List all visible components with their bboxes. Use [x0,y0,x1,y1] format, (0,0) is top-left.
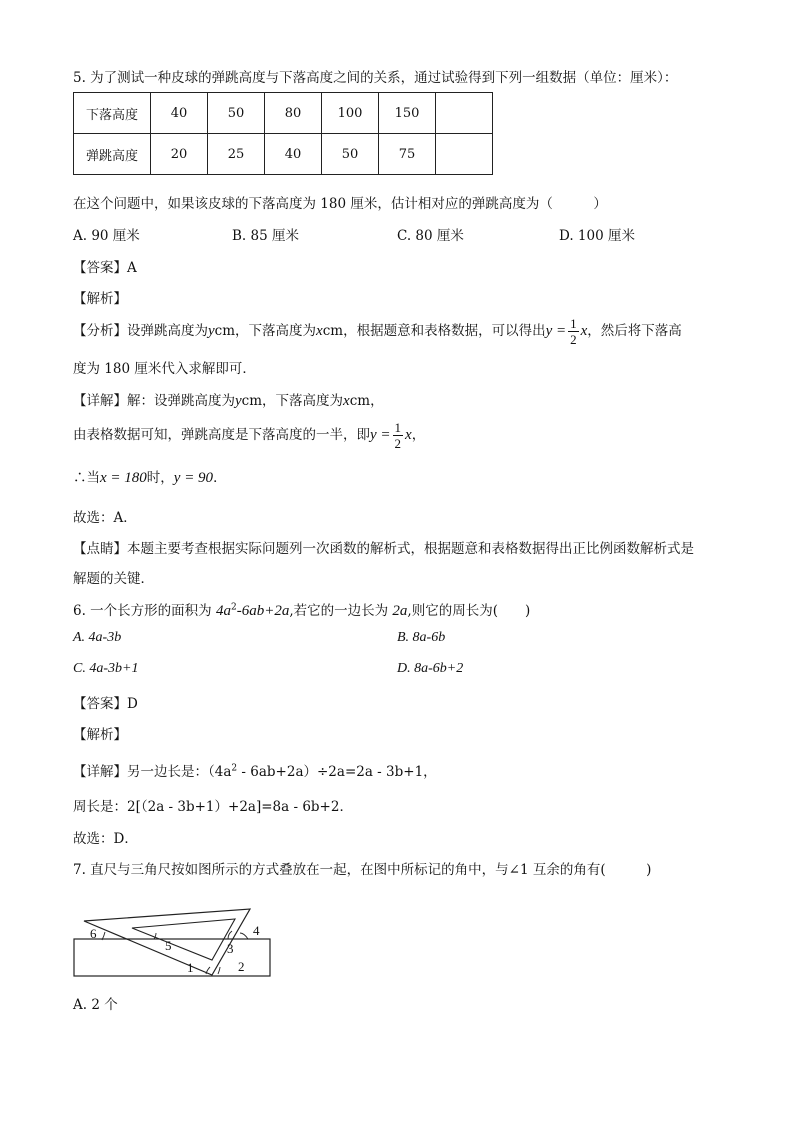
text: ，根据题意和表格数据，可以得出 [343,323,546,339]
text: 6. 一个长方形的面积为 [73,603,216,619]
table-cell: 25 [208,134,265,175]
table-cell [436,134,493,175]
text: ， [370,393,384,409]
text: ,若它的一边长为 [289,603,393,619]
var-x: x [316,323,323,339]
text: 另一边长是：（4a [127,764,232,780]
q7-stem: 7. 直尺与三角尺按如图所示的方式叠放在一起，在图中所标记的角中，与∠1 互余的角有( ) [73,862,652,878]
q7-option-a: A. 2 个 [73,997,118,1013]
q5-review-line1 [73,537,694,557]
unit: cm [349,393,371,409]
q6-analysis-tag [73,723,127,743]
text: 解：设弹跳高度为 [127,393,235,409]
angle-label-5: 5 [165,938,172,953]
var-y: y [208,323,215,339]
text: ， [411,427,426,443]
q5-detail-line2 [73,420,425,451]
unit: cm [241,393,263,409]
q5-review-line2: 解题的关键． [73,571,154,587]
q6-conclusion: 故选：D． [73,831,138,847]
fraction-one-half [393,420,404,451]
answer-tag: 【答案】 [73,260,127,276]
therefore-text: ∴当 [73,470,100,486]
q6-option-c: C. 4a-3b+1 [73,661,139,676]
unit: cm [322,323,344,339]
text: ，下落高度为 [262,393,344,409]
q5-option-a: A. 90 厘米 [73,228,140,244]
equation: y = 90 [173,470,214,486]
q5-option-b: B. 85 厘米 [232,228,299,244]
expression: -6ab+2a [236,603,290,619]
q5-detail-line1 [73,389,384,410]
angle-label-3: 3 [227,941,234,956]
q6-detail-line2: 周长是：2[（2a - 3b+1）+2a]=8a - 6b+2． [73,799,353,815]
angle-label-2: 2 [238,959,245,974]
table-row [74,134,493,175]
fraction-numerator: 1 [394,420,402,435]
q6-option-b: B. 8a-6b [397,630,446,645]
angle-arc [228,931,232,939]
table-cell [436,93,493,134]
q6-option-a: A. 4a-3b [73,630,122,645]
expression: 4a [215,603,231,619]
angle-label-6: 6 [90,926,97,941]
answer-tag: 【答案】 [73,696,127,712]
table-cell: 40 [265,134,322,175]
text: ，然后将下落高 [587,323,682,339]
analysis-tag: 【解析】 [73,727,127,743]
q6-detail-line1 [73,760,437,780]
text: ． [213,470,227,486]
angle-label-4: 4 [253,923,260,938]
exponent: 2 [230,602,237,613]
q6-answer [73,692,138,712]
var-y: y [235,393,242,409]
equation-lhs: y = [370,427,391,443]
fenxi-tag: 【分析】 [73,323,127,339]
data-table [73,92,493,175]
text: 时， [146,470,174,486]
detail-tag: 【详解】 [73,764,127,780]
answer-value: A [127,260,137,276]
table-header-cell: 下落高度 [74,93,151,134]
angle-label-1: 1 [187,960,194,975]
text: 设弹跳高度为 [127,323,208,339]
table-cell: 40 [151,93,208,134]
fraction-denominator: 2 [570,332,577,347]
table-header-cell: 弹跳高度 [74,134,151,175]
text: 由表格数据可知，弹跳高度是下落高度的一半，即 [73,427,370,443]
q6-option-d: D. 8a-6b+2 [397,661,464,676]
q5-fenxi-line2: 度为 180 厘米代入求解即可． [73,361,256,377]
angle-arc [154,933,156,939]
table-cell: 50 [322,134,379,175]
text: - 6ab+2a）÷2a=2a - 3b+1， [237,764,437,780]
angle-arc [218,967,220,974]
table-cell: 100 [322,93,379,134]
q5-detail-line3 [73,466,227,487]
expression: 2a [392,603,408,619]
text: ，下落高度为 [235,323,317,339]
table-cell: 20 [151,134,208,175]
var-x: x [343,393,350,409]
var-x: x [405,427,412,443]
q5-option-c: C. 80 厘米 [397,228,464,244]
table-cell: 80 [265,93,322,134]
table-row [74,93,493,134]
table-cell: 150 [379,93,436,134]
exponent: 2 [231,763,238,774]
table-cell: 50 [208,93,265,134]
q5-answer [73,256,137,276]
equation: x = 180 [100,470,147,486]
text: ,则它的周长为( ) [407,603,531,619]
fraction-numerator: 1 [570,316,577,331]
answer-value: D [127,696,138,712]
fraction-one-half [568,316,579,347]
q5-analysis-tag [73,287,127,307]
q5-conclusion: 故选：A． [73,510,137,526]
unit: cm [214,323,236,339]
q5-stem: 5. 为了测试一种皮球的弹跳高度与下落高度之间的关系，通过试验得到下列一组数据（单位：厘米）： [73,70,678,86]
q5-question: 在这个问题中，如果该皮球的下落高度为 180 厘米，估计相对应的弹跳高度为（ ） [73,196,607,212]
review-tag: 【点睛】 [73,541,127,557]
analysis-tag: 【解析】 [73,291,127,307]
text: 本题主要考查根据实际问题列一次函数的解析式，根据题意和表格数据得出正比例函数解析式是 [127,541,694,557]
var-x: x [580,323,588,339]
q6-stem [73,599,530,620]
angle-arc [240,933,248,939]
detail-tag: 【详解】 [73,393,127,409]
equation-lhs: y = [545,323,567,339]
ruler-triangle-figure [72,905,272,980]
q5-option-d: D. 100 厘米 [559,228,635,244]
fraction-denominator: 2 [394,436,402,451]
q5-fenxi-line1 [73,316,682,347]
table-cell: 75 [379,134,436,175]
